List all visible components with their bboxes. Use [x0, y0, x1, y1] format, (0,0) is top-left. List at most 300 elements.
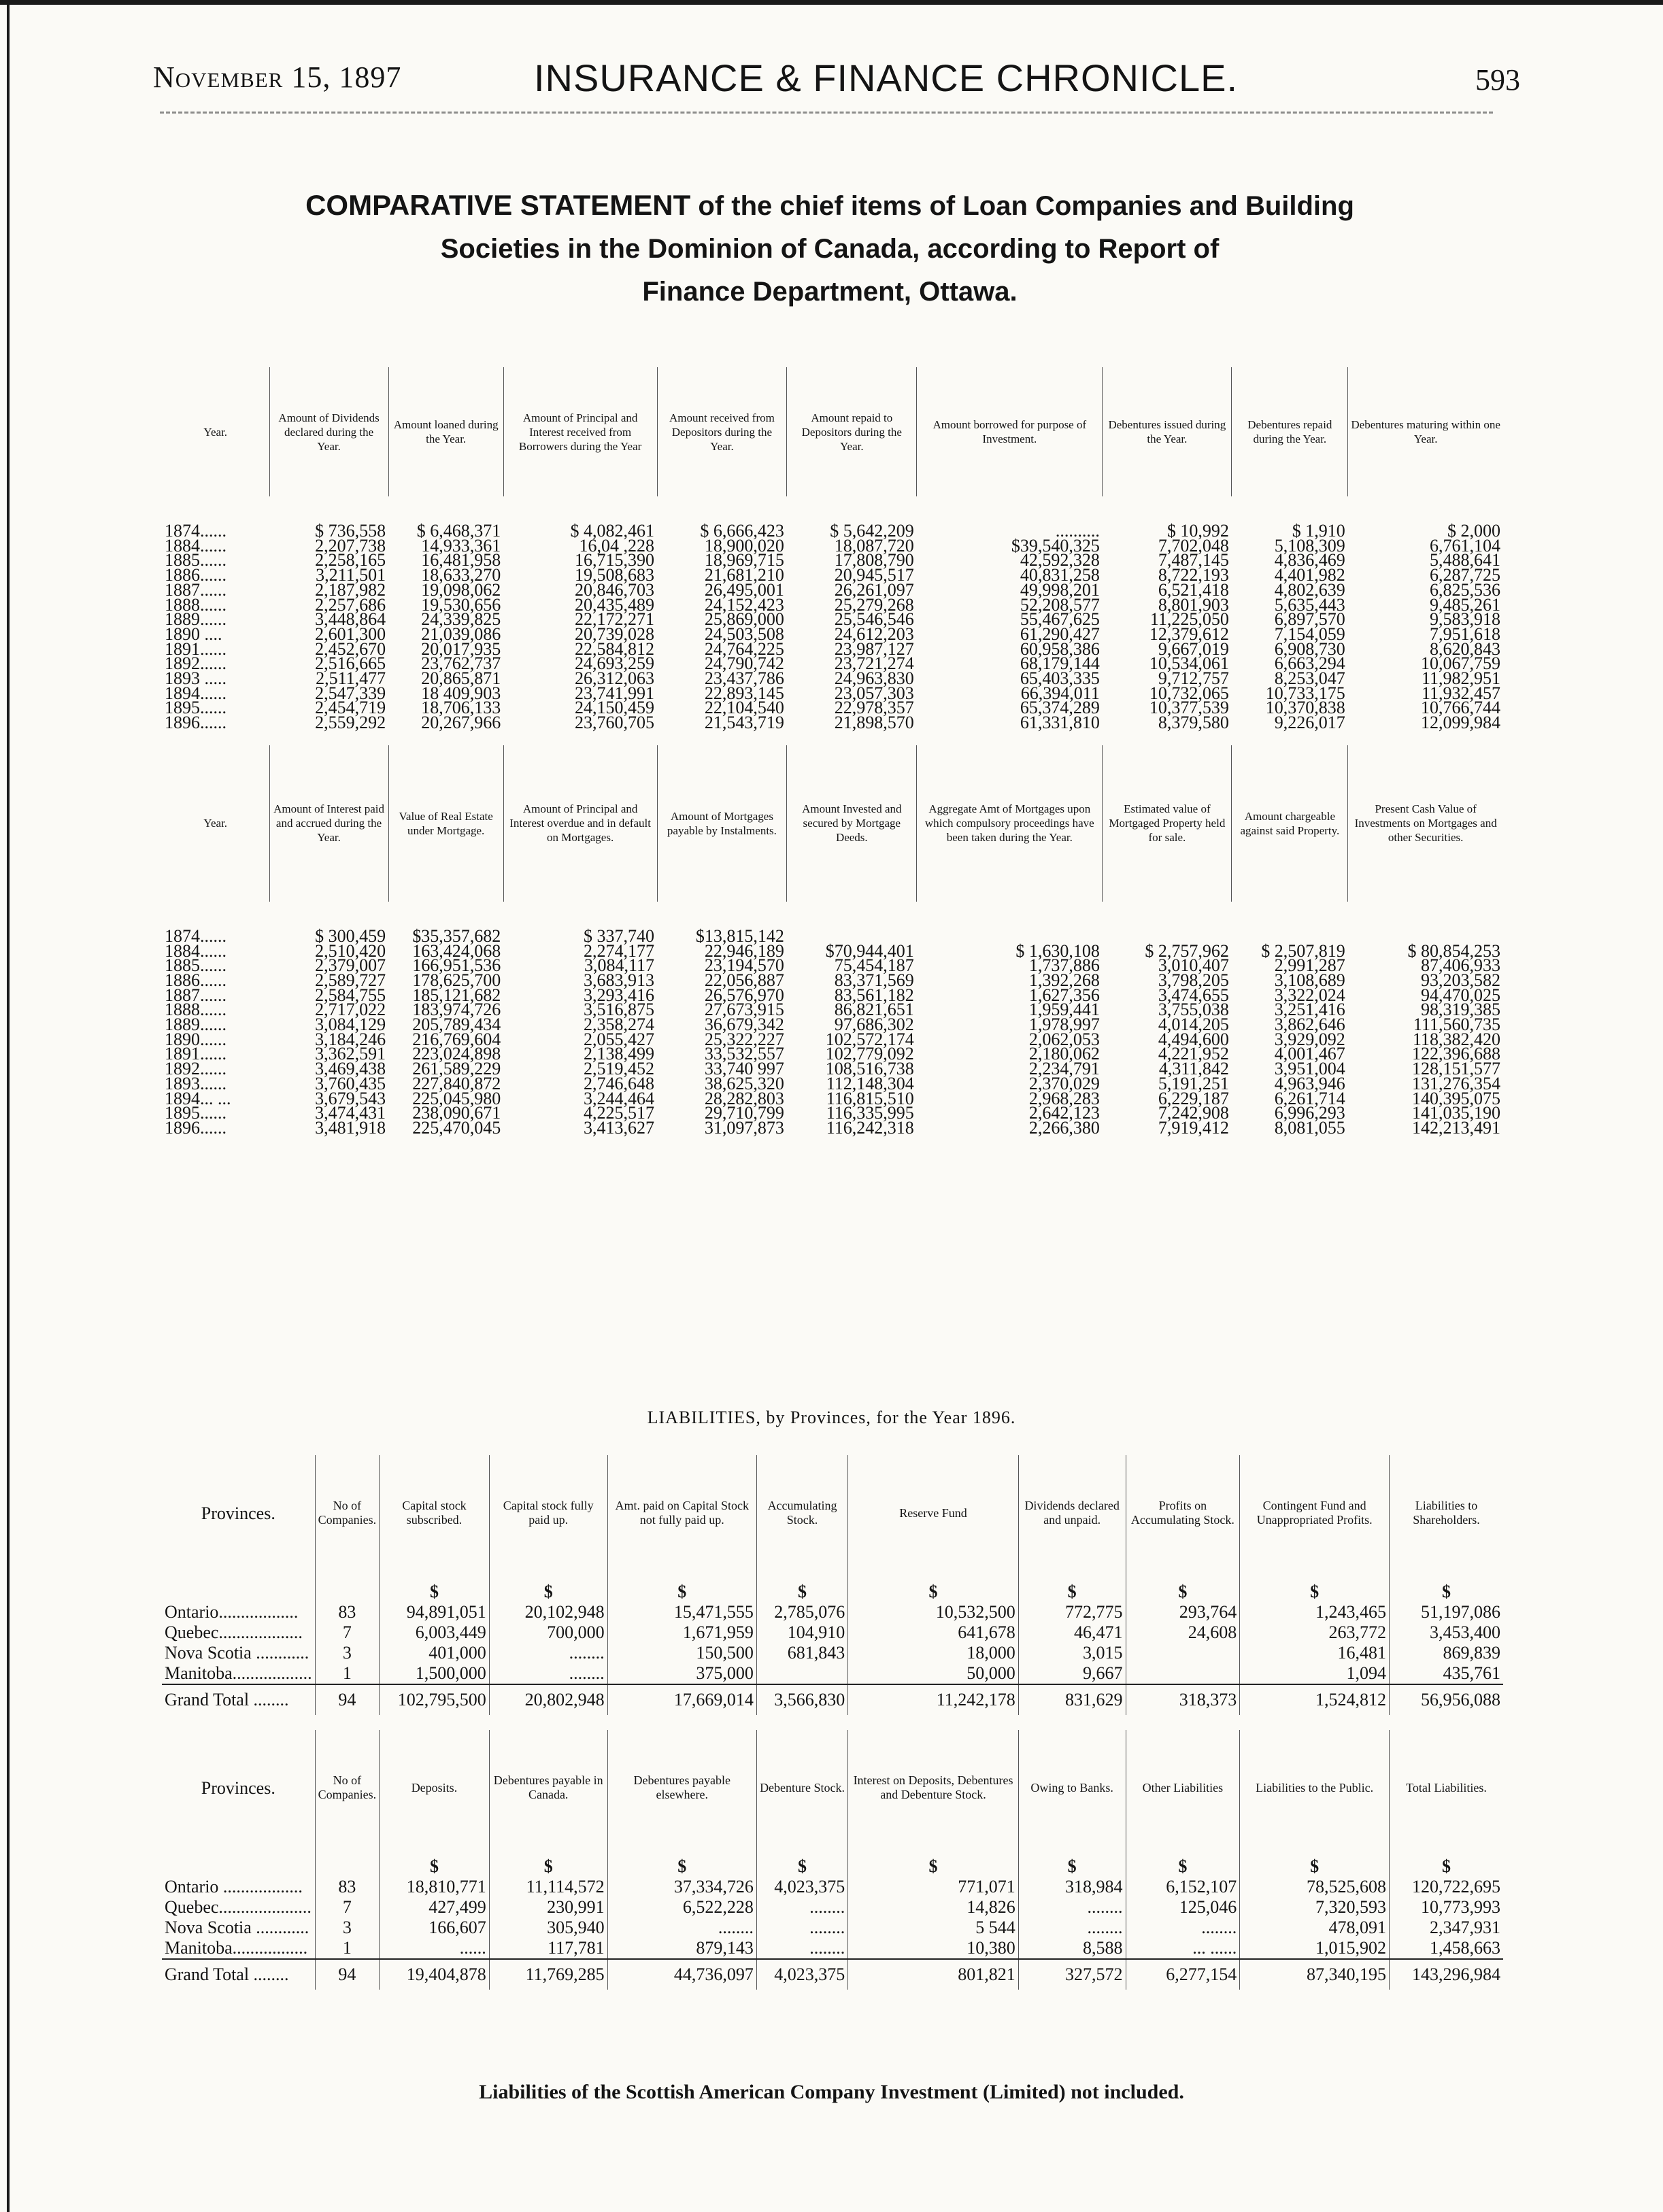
- top-rule: [0, 0, 1663, 5]
- liabilities-1-cell: 641,678: [848, 1622, 1019, 1643]
- liabilities-2-total-cell: 11,769,285: [489, 1959, 607, 1990]
- liabilities-2-total-cell: 87,340,195: [1240, 1959, 1390, 1990]
- comparative-1-header-0: Year.: [203, 425, 228, 439]
- liabilities-1-header-2: Capital stock subscribed.: [380, 1455, 490, 1571]
- comparative-1-cell: 18,706,133: [421, 698, 501, 718]
- comparative-1-cell: 6,287,725: [1430, 565, 1500, 585]
- comparative-1-cell: 22,893,145: [704, 683, 784, 703]
- comparative-2-cell: 3,184,246: [315, 1029, 386, 1049]
- comparative-1-cell: 24,693,259: [575, 653, 655, 674]
- comparative-2-cell: 8,081,055: [1274, 1117, 1345, 1138]
- spacer-cell: [162, 730, 1503, 745]
- liabilities-1-header-4: Amt. paid on Capital Stock not fully paid up.: [607, 1455, 756, 1571]
- comparative-1-cell: 5,488,641: [1430, 550, 1500, 571]
- liabilities-2-total-cell: 19,404,878: [380, 1959, 490, 1990]
- liabilities-2-cell: 318,984: [1018, 1877, 1126, 1897]
- liabilities-table: [162, 1455, 1503, 1990]
- comparative-2-cell: 3,293,416: [584, 985, 655, 1005]
- liabilities-1-header-9: Contingent Fund and Unappropriated Profits.: [1240, 1455, 1390, 1571]
- liabilities-1-cell: 263,772: [1240, 1622, 1390, 1643]
- table-row: [162, 1877, 1503, 1897]
- liabilities-1-cell: 375,000: [607, 1663, 756, 1684]
- comparative-1-cell: 42,592,328: [1020, 550, 1100, 571]
- liabilities-1-cell: [1126, 1663, 1240, 1684]
- table-row: [162, 1918, 1503, 1938]
- comparative-2-cell: 2,234,791: [1028, 1059, 1100, 1079]
- comparative-2-cell: 1885......: [165, 955, 226, 976]
- liabilities-2-cell: 10,380: [848, 1938, 1019, 1959]
- comparative-1-cell: 18,633,270: [421, 565, 501, 585]
- comparative-2-cell: 111,560,735: [1413, 1015, 1500, 1035]
- comparative-2-cell: 118,382,420: [1412, 1029, 1500, 1049]
- liabilities-1-cell: 700,000: [489, 1622, 607, 1643]
- comparative-1-cell: 20,017,935: [421, 639, 501, 659]
- comparative-1-header-7: Debentures issued during the Year.: [1103, 367, 1232, 496]
- comparative-2-header-4: Amount of Mortgages payable by Instalments.: [657, 745, 787, 902]
- comparative-1-cell: 66,394,011: [1020, 683, 1100, 703]
- comparative-2-cell: 2,519,452: [584, 1059, 655, 1079]
- comparative-1-cell: 22,584,812: [575, 639, 655, 659]
- comparative-2-cell: 2,062,053: [1028, 1029, 1100, 1049]
- comparative-1-cell: 6,897,570: [1274, 609, 1345, 630]
- comparative-1-cell: 23,721,274: [834, 653, 914, 674]
- liabilities-1-header-5: Accumulating Stock.: [756, 1455, 847, 1571]
- comparative-2-cell: 38,625,320: [704, 1073, 784, 1093]
- spacer-row: [162, 902, 1503, 929]
- liabilities-2-total-row: [162, 1959, 1503, 1990]
- comparative-1-cell: $ 10,992: [1166, 521, 1229, 541]
- comparative-2-cell: 2,138,499: [584, 1044, 655, 1064]
- comparative-2-cell: 238,090,671: [412, 1103, 501, 1123]
- liabilities-1-header-row: [162, 1455, 1503, 1571]
- comparative-2-cell: 1,959,441: [1028, 1000, 1100, 1020]
- comparative-2-cell: 4,311,842: [1158, 1059, 1229, 1079]
- comparative-2-cell: 1,737,886: [1028, 955, 1100, 976]
- liabilities-title: LIABILITIES, by Provinces, for the Year 1896.: [647, 1408, 1016, 1427]
- liabilities-2-total-cell: 4,023,375: [756, 1959, 847, 1990]
- liabilities-2-dollar-row: [162, 1845, 1503, 1877]
- liabilities-1-cell: 9,667: [1018, 1663, 1126, 1684]
- comparative-2-cell: $70,944,401: [825, 940, 914, 961]
- comparative-2-cell: 7,242,908: [1158, 1103, 1229, 1123]
- comparative-1-cell: 1893 .....: [165, 668, 226, 689]
- liabilities-2-cell: 771,071: [848, 1877, 1019, 1897]
- liabilities-2-cell: 427,499: [380, 1897, 490, 1918]
- comparative-2-cell: 3,679,543: [315, 1088, 386, 1108]
- liabilities-2-cell: Ontario ..................: [165, 1877, 303, 1896]
- comparative-1-cell: 12,379,612: [1149, 624, 1229, 644]
- liabilities-2-cell: 230,991: [489, 1897, 607, 1918]
- liabilities-2-cell: ......: [380, 1938, 490, 1959]
- comparative-2-cell: 3,862,646: [1274, 1015, 1345, 1035]
- comparative-1-cell: 23,437,786: [704, 668, 784, 689]
- liabilities-2-total-cell: Grand Total ........: [162, 1959, 315, 1990]
- liabilities-1-total-cell: 17,669,014: [607, 1684, 756, 1715]
- comparative-2-cell: 141,035,190: [1412, 1103, 1500, 1123]
- comparative-1-cell: 24,963,830: [834, 668, 914, 689]
- comparative-1-cell: 11,982,951: [1421, 668, 1500, 689]
- comparative-2-cell: 261,589,229: [412, 1059, 501, 1079]
- comparative-2-cell: 26,576,970: [704, 985, 784, 1005]
- comparative-1-cell: 49,998,201: [1020, 579, 1100, 600]
- comparative-2-cell: 142,213,491: [1412, 1117, 1500, 1138]
- comparative-1-cell: 10,377,539: [1149, 698, 1229, 718]
- comparative-2-header-row: [162, 745, 1503, 902]
- comparative-1-cell: 1886......: [165, 565, 226, 585]
- comparative-2-cell: 4,001,467: [1274, 1044, 1345, 1064]
- liabilities-2-dollar-cell: $: [756, 1845, 847, 1877]
- liabilities-2-cell: 14,826: [848, 1897, 1019, 1918]
- liabilities-1-cell: 401,000: [380, 1643, 490, 1663]
- liabilities-2-cell: 1,458,663: [1390, 1938, 1503, 1959]
- liabilities-1-dollar-cell: [315, 1571, 379, 1602]
- comparative-2-cell: 6,261,714: [1274, 1088, 1345, 1108]
- liabilities-1-cell: 681,843: [756, 1643, 847, 1663]
- comparative-2-cell: $ 1,630,108: [1015, 940, 1100, 961]
- liabilities-1-cell: 435,761: [1390, 1663, 1503, 1684]
- comparative-2-cell: 4,221,952: [1158, 1044, 1229, 1064]
- liabilities-1-total-cell: 3,566,830: [756, 1684, 847, 1715]
- comparative-2-cell: 22,946,189: [704, 940, 784, 961]
- comparative-1-cell: $ 5,642,209: [830, 521, 914, 541]
- comparative-2-cell: 225,045,980: [412, 1088, 501, 1108]
- liabilities-2-cell: 6,522,228: [607, 1897, 756, 1918]
- liabilities-2-header-row: [162, 1730, 1503, 1845]
- liabilities-1-cell: 10,532,500: [848, 1602, 1019, 1622]
- comparative-2-cell: 28,282,803: [704, 1088, 784, 1108]
- comparative-2-cell: 6,229,187: [1158, 1088, 1229, 1108]
- comparative-2-header-0: Year.: [203, 817, 228, 830]
- comparative-2-cell: 185,121,682: [412, 985, 501, 1005]
- comparative-2-cell: 2,370,029: [1028, 1073, 1100, 1093]
- liabilities-1-cell: Ontario..................: [165, 1602, 299, 1622]
- comparative-1-cell: 23,057,303: [834, 683, 914, 703]
- comparative-1-cell: 25,869,000: [704, 609, 784, 630]
- comparative-1-cell: 1874......: [165, 521, 226, 541]
- comparative-2-cell: 29,710,799: [704, 1103, 784, 1123]
- comparative-2-cell: 1884......: [165, 940, 226, 961]
- comparative-2-cell: 108,516,738: [825, 1059, 914, 1079]
- liabilities-2-dollar-cell: [162, 1845, 315, 1877]
- comparative-2-cell: 83,561,182: [834, 985, 914, 1005]
- comparative-1-cell: 10,067,759: [1421, 653, 1500, 674]
- comparative-1-cell: 1890 ....: [165, 624, 222, 644]
- liabilities-1-cell: Nova Scotia ............: [165, 1643, 309, 1663]
- comparative-1-cell: 61,331,810: [1020, 713, 1100, 733]
- comparative-1-cell: 60,958,386: [1020, 639, 1100, 659]
- liabilities-1-total-cell: 102,795,500: [380, 1684, 490, 1715]
- table-row: [162, 1121, 1503, 1136]
- comparative-1-cell: 4,401,982: [1274, 565, 1345, 585]
- liabilities-2-cell: ........: [1018, 1918, 1126, 1938]
- liabilities-2-dollar-cell: [315, 1845, 379, 1877]
- comparative-1-cell: 20,945,517: [834, 565, 914, 585]
- liabilities-1-cell: 150,500: [607, 1643, 756, 1663]
- comparative-1-cell: 2,207,738: [315, 535, 386, 556]
- liabilities-1-header-3: Capital stock fully paid up.: [489, 1455, 607, 1571]
- liabilities-2-header-0: Provinces.: [201, 1777, 275, 1798]
- comparative-1-cell: 2,454,719: [315, 698, 386, 718]
- liabilities-1-cell: [756, 1663, 847, 1684]
- liabilities-2-cell: 117,781: [489, 1938, 607, 1959]
- comparative-1-cell: 24,152,423: [704, 594, 784, 615]
- liabilities-2-cell: 7: [315, 1897, 379, 1918]
- liabilities-2-cell: 7,320,593: [1240, 1897, 1390, 1918]
- liabilities-2-cell: 10,773,993: [1390, 1897, 1503, 1918]
- comparative-1-cell: 2,559,292: [315, 713, 386, 733]
- comparative-2-cell: 3,084,129: [315, 1015, 386, 1035]
- comparative-1-header-2: Amount loaned during the Year.: [388, 367, 503, 496]
- comparative-1-cell: 19,508,683: [575, 565, 655, 585]
- comparative-1-cell: 17,808,790: [834, 550, 914, 571]
- comparative-1-cell: 2,511,477: [316, 668, 386, 689]
- liabilities-2-cell: ........: [1018, 1897, 1126, 1918]
- liabilities-1-cell: 772,775: [1018, 1602, 1126, 1622]
- liabilities-1-total-cell: 56,956,088: [1390, 1684, 1503, 1715]
- comparative-2-cell: 216,769,604: [412, 1029, 501, 1049]
- comparative-2-cell: 2,055,427: [584, 1029, 655, 1049]
- comparative-2-cell: 223,024,898: [412, 1044, 501, 1064]
- table-row: [162, 715, 1503, 730]
- table-row: [162, 1938, 1503, 1959]
- comparative-1-cell: 8,620,843: [1430, 639, 1500, 659]
- liabilities-2-cell: Nova Scotia ............: [165, 1918, 309, 1937]
- liabilities-1-cell: 3: [315, 1643, 379, 1663]
- liabilities-2-header-9: Liabilities to the Public.: [1240, 1730, 1390, 1845]
- comparative-2-cell: 205,789,434: [412, 1015, 501, 1035]
- comparative-1-cell: 23,760,705: [575, 713, 655, 733]
- comparative-1-cell: 2,601,300: [315, 624, 386, 644]
- comparative-1-cell: 25,546,546: [834, 609, 914, 630]
- comparative-2-cell: 131,276,354: [1412, 1073, 1500, 1093]
- comparative-2-cell: 3,108,689: [1274, 970, 1345, 990]
- comparative-1-cell: 18,087,720: [834, 535, 914, 556]
- comparative-1-cell: 2,452,670: [315, 639, 386, 659]
- comparative-2-cell: $ 2,757,962: [1145, 940, 1229, 961]
- comparative-1-cell: 20,739,028: [575, 624, 655, 644]
- liabilities-2-cell: 37,334,726: [607, 1877, 756, 1897]
- liabilities-1-dollar-cell: $: [1018, 1571, 1126, 1602]
- liabilities-2-header-10: Total Liabilities.: [1390, 1730, 1503, 1845]
- comparative-2-cell: 2,358,274: [584, 1015, 655, 1035]
- liabilities-1-cell: ........: [489, 1663, 607, 1684]
- comparative-2-cell: 112,148,304: [826, 1073, 914, 1093]
- comparative-2-cell: 140,395,075: [1412, 1088, 1500, 1108]
- comparative-2-header-5: Amount Invested and secured by Mortgage Deeds.: [787, 745, 917, 902]
- comparative-2-cell: 227,840,872: [412, 1073, 501, 1093]
- liabilities-2-cell: Quebec.....................: [165, 1897, 312, 1917]
- comparative-2-cell: 23,194,570: [704, 955, 784, 976]
- liabilities-2-cell: Manitoba.................: [165, 1938, 308, 1958]
- comparative-2-cell: 7,919,412: [1158, 1117, 1229, 1138]
- liabilities-1-cell: 94,891,051: [380, 1602, 490, 1622]
- comparative-2-cell: 1889......: [165, 1015, 226, 1035]
- title-line1: of the chief items of Loan Companies and Building: [690, 191, 1354, 221]
- comparative-2-cell: 3,322,024: [1274, 985, 1345, 1005]
- comparative-1-cell: 1884......: [165, 535, 226, 556]
- comparative-2-cell: 3,929,092: [1274, 1029, 1345, 1049]
- comparative-2-cell: 3,481,918: [315, 1117, 386, 1138]
- liabilities-1-cell: 50,000: [848, 1663, 1019, 1684]
- comparative-1-cell: 11,932,457: [1421, 683, 1500, 703]
- comparative-1-cell: $ 6,468,371: [416, 521, 501, 541]
- comparative-1-cell: 8,801,903: [1158, 594, 1229, 615]
- comparative-2-cell: 1,627,356: [1028, 985, 1100, 1005]
- comparative-1-cell: 40,831,258: [1020, 565, 1100, 585]
- comparative-2-cell: 36,679,342: [704, 1015, 784, 1035]
- liabilities-2-total-cell: 143,296,984: [1390, 1959, 1503, 1990]
- comparative-1-cell: 24,339,825: [421, 609, 501, 630]
- comparative-2-cell: 93,203,582: [1421, 970, 1500, 990]
- comparative-1-cell: 20,846,703: [575, 579, 655, 600]
- comparative-1-cell: 12,099,984: [1421, 713, 1500, 733]
- comparative-2-cell: 3,760,435: [315, 1073, 386, 1093]
- comparative-2-cell: 2,274,177: [584, 940, 655, 961]
- liabilities-2-cell: 5 544: [848, 1918, 1019, 1938]
- liabilities-1-header-8: Profits on Accumulating Stock.: [1126, 1455, 1240, 1571]
- comparative-2-cell: 33,532,557: [704, 1044, 784, 1064]
- liabilities-2-cell: 166,607: [380, 1918, 490, 1938]
- comparative-1-cell: 3,448,864: [315, 609, 386, 630]
- comparative-1-cell: 68,179,144: [1020, 653, 1100, 674]
- liabilities-1-dollar-cell: $: [607, 1571, 756, 1602]
- comparative-1-cell: 18,900,020: [704, 535, 784, 556]
- liabilities-1-dollar-cell: $: [380, 1571, 490, 1602]
- comparative-1-cell: 9,712,757: [1158, 668, 1229, 689]
- comparative-2-cell: 116,242,318: [826, 1117, 914, 1138]
- comparative-1-header-5: Amount repaid to Depositors during the Year.: [787, 367, 917, 496]
- liabilities-1-cell: 1: [315, 1663, 379, 1684]
- liabilities-1-cell: Manitoba..................: [165, 1663, 312, 1683]
- comparative-1-cell: 61,290,427: [1020, 624, 1100, 644]
- comparative-1-cell: 1889......: [165, 609, 226, 630]
- comparative-1-cell: 3,211,501: [316, 565, 386, 585]
- comparative-1-cell: 10,766,744: [1421, 698, 1500, 718]
- liabilities-1-header-0: Provinces.: [201, 1503, 275, 1523]
- comparative-1-cell: 6,825,536: [1430, 579, 1500, 600]
- comparative-1-cell: 8,379,580: [1158, 713, 1229, 733]
- comparative-2-cell: 1,392,268: [1028, 970, 1100, 990]
- liabilities-1-cell: [1126, 1643, 1240, 1663]
- spacer-cell: [162, 496, 1503, 524]
- comparative-1-cell: ..........: [1055, 521, 1100, 541]
- comparative-1-cell: 9,667,019: [1158, 639, 1229, 659]
- liabilities-1-cell: Quebec...................: [165, 1622, 303, 1642]
- liabilities-1-cell: 6,003,449: [380, 1622, 490, 1643]
- comparative-2-cell: 166,951,536: [412, 955, 501, 976]
- comparative-1-cell: 9,485,261: [1430, 594, 1500, 615]
- comparative-2-cell: 2,746,648: [584, 1073, 655, 1093]
- liabilities-1-cell: 2,785,076: [756, 1602, 847, 1622]
- comparative-2-cell: 183,974,726: [412, 1000, 501, 1020]
- comparative-1-cell: 20,435,489: [575, 594, 655, 615]
- comparative-1-cell: 26,312,063: [575, 668, 655, 689]
- table-row: [162, 1602, 1503, 1622]
- comparative-2-cell: 1893......: [165, 1073, 226, 1093]
- comparative-1-cell: 1892......: [165, 653, 226, 674]
- liabilities-2-cell: 78,525,608: [1240, 1877, 1390, 1897]
- spacer-cell: [162, 902, 1503, 929]
- liabilities-1-cell: 7: [315, 1622, 379, 1643]
- comparative-2-header-2: Value of Real Estate under Mortgage.: [388, 745, 503, 902]
- comparative-2-cell: 1896......: [165, 1117, 226, 1138]
- liabilities-1-cell: 24,608: [1126, 1622, 1240, 1643]
- spacer-cell: [162, 1715, 1503, 1730]
- liabilities-1-dollar-cell: [162, 1571, 315, 1602]
- liabilities-1-cell: 3,453,400: [1390, 1622, 1503, 1643]
- header-divider: [160, 112, 1493, 114]
- liabilities-2-header-2: Deposits.: [380, 1730, 490, 1845]
- comparative-1-cell: 9,583,918: [1430, 609, 1500, 630]
- title-lead: COMPARATIVE STATEMENT: [305, 189, 691, 221]
- comparative-1-cell: 21,681,210: [704, 565, 784, 585]
- liabilities-1-cell: 293,764: [1126, 1602, 1240, 1622]
- comparative-2-cell: 2,642,123: [1028, 1103, 1100, 1123]
- comparative-1-cell: $ 2,000: [1447, 521, 1500, 541]
- comparative-2-cell: 163,424,068: [412, 940, 501, 961]
- comparative-2-cell: 83,371,569: [834, 970, 914, 990]
- comparative-2-cell: 178,625,700: [412, 970, 501, 990]
- comparative-1-cell: 55,467,625: [1020, 609, 1100, 630]
- liabilities-2-dollar-cell: $: [489, 1845, 607, 1877]
- comparative-2-header-9: Present Cash Value of Investments on Mortgages and other Securities.: [1348, 745, 1503, 902]
- liabilities-2-cell: 305,940: [489, 1918, 607, 1938]
- comparative-1-header-3: Amount of Principal and Interest received from Borrowers during the Year: [503, 367, 657, 496]
- comparative-2-cell: 98,319,385: [1421, 1000, 1500, 1020]
- comparative-1-cell: 1887......: [165, 579, 226, 600]
- comparative-2-cell: 25,322,227: [704, 1029, 784, 1049]
- comparative-2-cell: 3,755,038: [1158, 1000, 1229, 1020]
- liabilities-1-header-10: Liabilities to Shareholders.: [1390, 1455, 1503, 1571]
- comparative-2-cell: 86,821,651: [834, 1000, 914, 1020]
- liabilities-1-total-cell: 831,629: [1018, 1684, 1126, 1715]
- comparative-2-cell: 1895......: [165, 1103, 226, 1123]
- liabilities-1-dollar-row: [162, 1571, 1503, 1602]
- liabilities-2-cell: ........: [756, 1918, 847, 1938]
- comparative-1-cell: 24,503,508: [704, 624, 784, 644]
- liabilities-2-cell: ........: [756, 1938, 847, 1959]
- comparative-1-cell: 20,267,966: [421, 713, 501, 733]
- comparative-1-cell: 24,612,203: [834, 624, 914, 644]
- liabilities-1-cell: 1,500,000: [380, 1663, 490, 1684]
- comparative-2-header-8: Amount chargeable against said Property.: [1232, 745, 1348, 902]
- comparative-2-header-1: Amount of Interest paid and accrued during the Year.: [269, 745, 388, 902]
- liabilities-1-cell: 51,197,086: [1390, 1602, 1503, 1622]
- liabilities-2-cell: ........: [607, 1918, 756, 1938]
- liabilities-1-cell: 1,094: [1240, 1663, 1390, 1684]
- comparative-1-cell: 5,108,309: [1274, 535, 1345, 556]
- comparative-2-cell: 2,968,283: [1028, 1088, 1100, 1108]
- spacer-row: [162, 496, 1503, 524]
- comparative-2-cell: 5,191,251: [1158, 1073, 1229, 1093]
- comparative-2-cell: 116,815,510: [826, 1088, 914, 1108]
- liabilities-2-dollar-cell: $: [848, 1845, 1019, 1877]
- comparative-2-cell: 3,516,875: [584, 1000, 655, 1020]
- liabilities-2-dollar-cell: $: [1240, 1845, 1390, 1877]
- liabilities-1-header-7: Dividends declared and unpaid.: [1018, 1455, 1126, 1571]
- comparative-2-cell: 2,379,007: [315, 955, 386, 976]
- comparative-2-cell: 102,572,174: [825, 1029, 914, 1049]
- liabilities-1-cell: 15,471,555: [607, 1602, 756, 1622]
- comparative-1-header-4: Amount received from Depositors during the Year.: [657, 367, 787, 496]
- comparative-1-cell: 6,521,418: [1158, 579, 1229, 600]
- comparative-1-cell: 2,187,982: [315, 579, 386, 600]
- comparative-1-cell: 8,253,047: [1274, 668, 1345, 689]
- comparative-1-header-9: Debentures maturing within one Year.: [1348, 367, 1503, 496]
- comparative-1-cell: 6,663,294: [1274, 653, 1345, 674]
- comparative-2-cell: 4,963,946: [1274, 1073, 1345, 1093]
- comparative-1-cell: 21,898,570: [834, 713, 914, 733]
